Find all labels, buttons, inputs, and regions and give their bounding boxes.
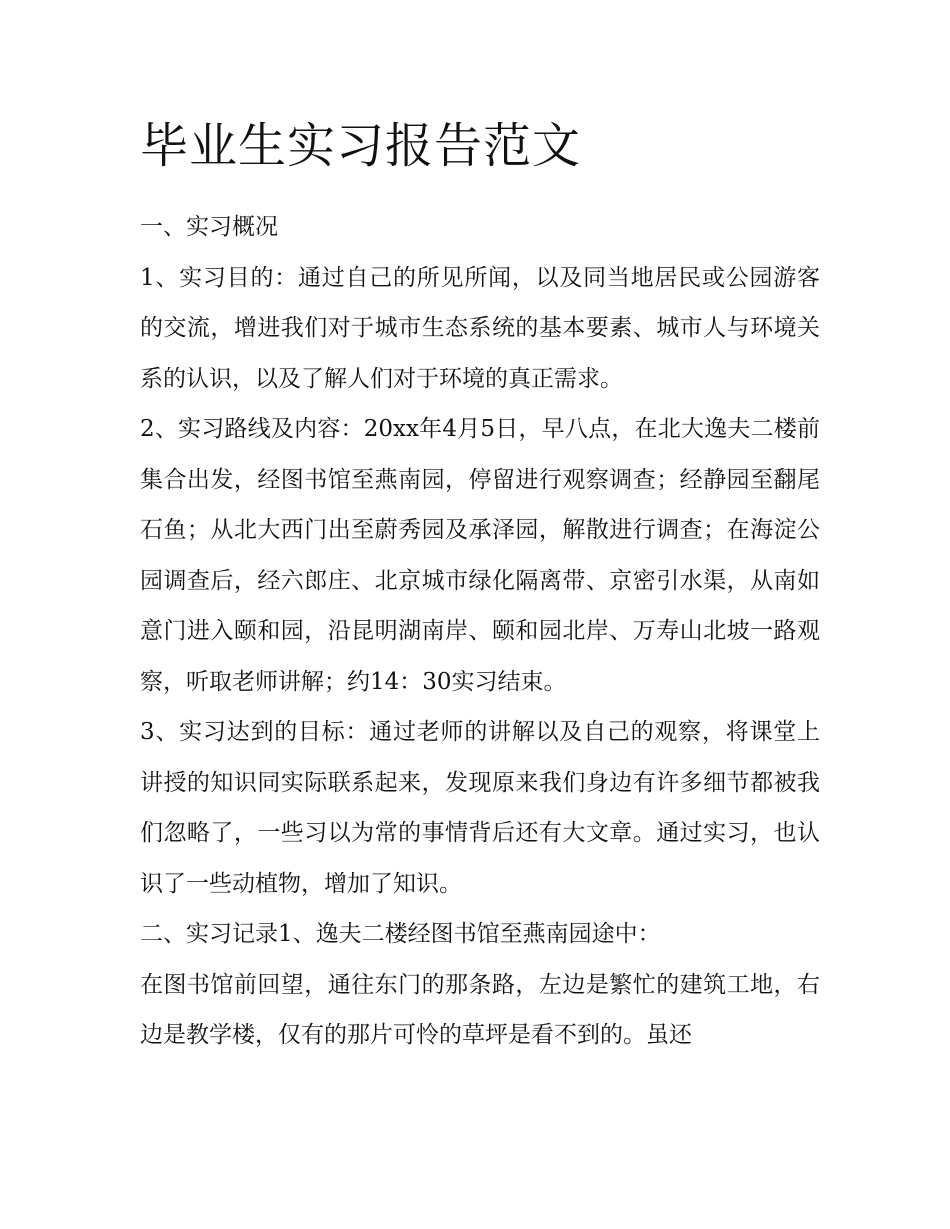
paragraph-route: 2、实习路线及内容：20xx年4月5日，早八点，在北大逸夫二楼前集合出发，经图书馆至燕南园，停留进行观察调查；经静园至翻尾石鱼；从北大西门出至蔚秀园及承泽园，解散进行调查；在海淀公园调查后，经六郎庄、北京城市绿化隔离带、京密引水渠，从南如意门进入颐和园，沿昆明湖南岸、颐和园北岸、万寿山北坡一路观察，听取老师讲解；约14：30实习结束。 — [140, 416, 820, 695]
section-heading-overview: 一、实习概况 — [140, 214, 278, 240]
document-page — [140, 112, 820, 1061]
paragraph-purpose: 1、实习目的：通过自己的所见所闻，以及同当地居民或公园游客的交流，增进我们对于城市生态系统的基本要素、城市人与环境关系的认识，以及了解人们对于环境的真正需求。 — [140, 264, 820, 392]
paragraph-goals: 3、实习达到的目标：通过老师的讲解以及自己的观察，将课堂上讲授的知识同实际联系起来，发现原来我们身边有许多细节都被我们忽略了，一些习以为常的事情背后还有大文章。通过实习，也认识了一些动植物，增加了知识。 — [140, 719, 820, 897]
paragraph-library-view: 在图书馆前回望，通往东门的那条路，左边是繁忙的建筑工地，右边是教学楼，仅有的那片可怜的草坪是看不到的。虽还 — [140, 971, 820, 1048]
section-heading-records: 二、实习记录1、逸夫二楼经图书馆至燕南园途中： — [140, 921, 661, 947]
document-title: 毕业生实习报告范文 — [140, 118, 582, 174]
